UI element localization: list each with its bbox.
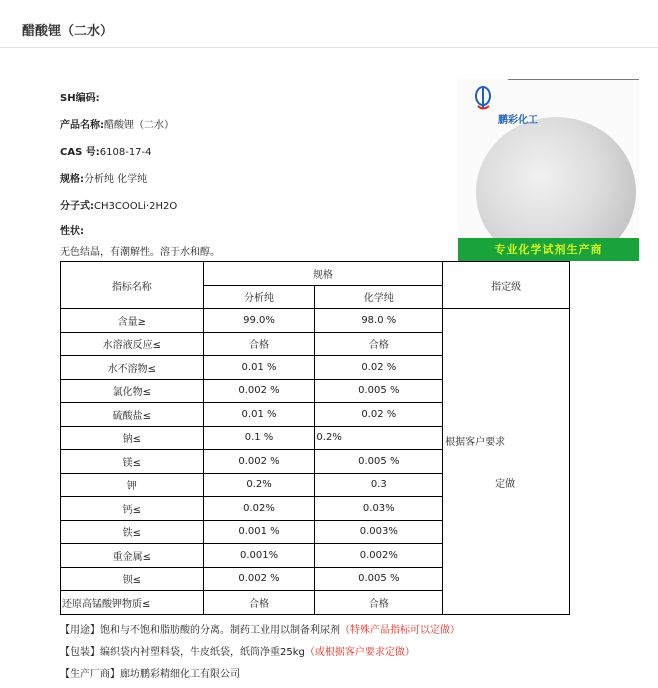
row-cp: 0.003%: [315, 520, 443, 544]
footer-pack: [60, 643, 415, 658]
pack-note: （或根据客户要求定做）: [304, 647, 415, 658]
table-header-row: [61, 262, 570, 286]
cas-line: [60, 143, 152, 158]
row-ar: 0.01 %: [203, 356, 315, 380]
row-name: 重金属≤: [61, 544, 204, 568]
photo-top-rule: [508, 79, 639, 80]
row-name: 水溶液反应≤: [61, 332, 204, 356]
row-cp: 0.005 %: [315, 379, 443, 403]
pack-label: 【包装】: [60, 647, 100, 658]
row-ar: 0.1 %: [203, 426, 315, 450]
use-label: 【用途】: [60, 625, 100, 636]
row-cp: 0.005 %: [315, 450, 443, 474]
maker-label: 【生产厂商】: [60, 669, 120, 680]
row-name: 钠≤: [61, 426, 204, 450]
row-name: 还原高锰酸钾物质≤: [61, 591, 204, 615]
row-name: 含量≥: [61, 309, 204, 333]
properties-label: 性状:: [60, 226, 84, 237]
row-ar: 0.002 %: [203, 379, 315, 403]
brand-name: 鹏彩化工: [498, 115, 538, 126]
row-cp: 0.002%: [315, 544, 443, 568]
row-name: 钡≤: [61, 567, 204, 591]
cas-value: 6108-17-4: [99, 147, 152, 158]
product-name-value: 醋酸锂（二水）: [104, 120, 174, 131]
formula-line: [60, 197, 177, 212]
row-cp: 0.02 %: [315, 356, 443, 380]
row-ar: 0.002 %: [203, 450, 315, 474]
custom-grade-cell: [443, 309, 570, 615]
maker-text: 廊坊鹏彩精细化工有限公司: [120, 669, 240, 680]
header-cp: 化学纯: [315, 285, 443, 309]
formula-label: 分子式:: [60, 201, 94, 212]
company-logo-icon: [474, 85, 492, 111]
custom-note-1: 根据客户要求: [445, 436, 506, 448]
product-name-label: 产品名称:: [60, 120, 104, 131]
properties-label-line: [60, 222, 84, 237]
footer-use: [60, 621, 460, 636]
header-custom: 指定级: [443, 262, 570, 309]
row-cp: 98.0 %: [315, 309, 443, 333]
row-cp: 合格: [315, 591, 443, 615]
row-ar: 99.0%: [203, 309, 315, 333]
row-name: 镁≤: [61, 450, 204, 474]
use-note: （特殊产品指标可以定做）: [340, 625, 460, 636]
row-ar: 0.02%: [203, 497, 315, 521]
cas-label: CAS 号:: [60, 147, 100, 158]
row-cp: 合格: [315, 332, 443, 356]
title-divider: [0, 47, 658, 48]
supplier-banner: 专业化学试剂生产商: [458, 238, 639, 261]
table-row: [61, 309, 570, 333]
grade-label: 规格:: [60, 174, 84, 185]
row-cp: 0.2%: [315, 426, 443, 450]
header-ar: 分析纯: [203, 285, 315, 309]
row-cp: 0.3: [315, 473, 443, 497]
properties-text: 无色结晶，有潮解性。溶于水和醇。: [60, 247, 220, 258]
grade-value: 分析纯 化学纯: [84, 174, 148, 185]
row-ar: 0.001%: [203, 544, 315, 568]
page-title: 醋酸锂（二水）: [22, 24, 114, 39]
row-name: 氯化物≤: [61, 379, 204, 403]
product-photo: [458, 79, 639, 261]
row-ar: 合格: [203, 332, 315, 356]
row-name: 水不溶物≤: [61, 356, 204, 380]
row-cp: 0.03%: [315, 497, 443, 521]
row-cp: 0.005 %: [315, 567, 443, 591]
sh-code-label: SH编码:: [60, 93, 100, 104]
row-ar: 0.002 %: [203, 567, 315, 591]
footer-maker: [60, 665, 240, 680]
row-name: 硫酸盐≤: [61, 403, 204, 427]
row-cp: 0.02 %: [315, 403, 443, 427]
row-ar: 0.001 %: [203, 520, 315, 544]
row-name: 钙≤: [61, 497, 204, 521]
product-name-line: [60, 116, 174, 131]
sh-code-line: [60, 89, 100, 104]
row-ar: 0.01 %: [203, 403, 315, 427]
custom-note-2: 定做: [495, 478, 516, 490]
row-name: 铁≤: [61, 520, 204, 544]
header-spec: 规格: [203, 262, 443, 286]
header-indicator: 指标名称: [61, 262, 204, 309]
pack-text: 编织袋内衬塑料袋，牛皮纸袋，纸筒净重25kg: [100, 647, 305, 658]
row-name: 钾: [61, 473, 204, 497]
formula-value: CH3COOLi·2H2O: [94, 201, 178, 212]
use-text: 饱和与不饱和脂肪酸的分离。制药工业用以制备利尿剂: [100, 625, 340, 636]
row-ar: 0.2%: [203, 473, 315, 497]
spec-table: [60, 261, 570, 615]
grade-line: [60, 170, 147, 185]
row-ar: 合格: [203, 591, 315, 615]
